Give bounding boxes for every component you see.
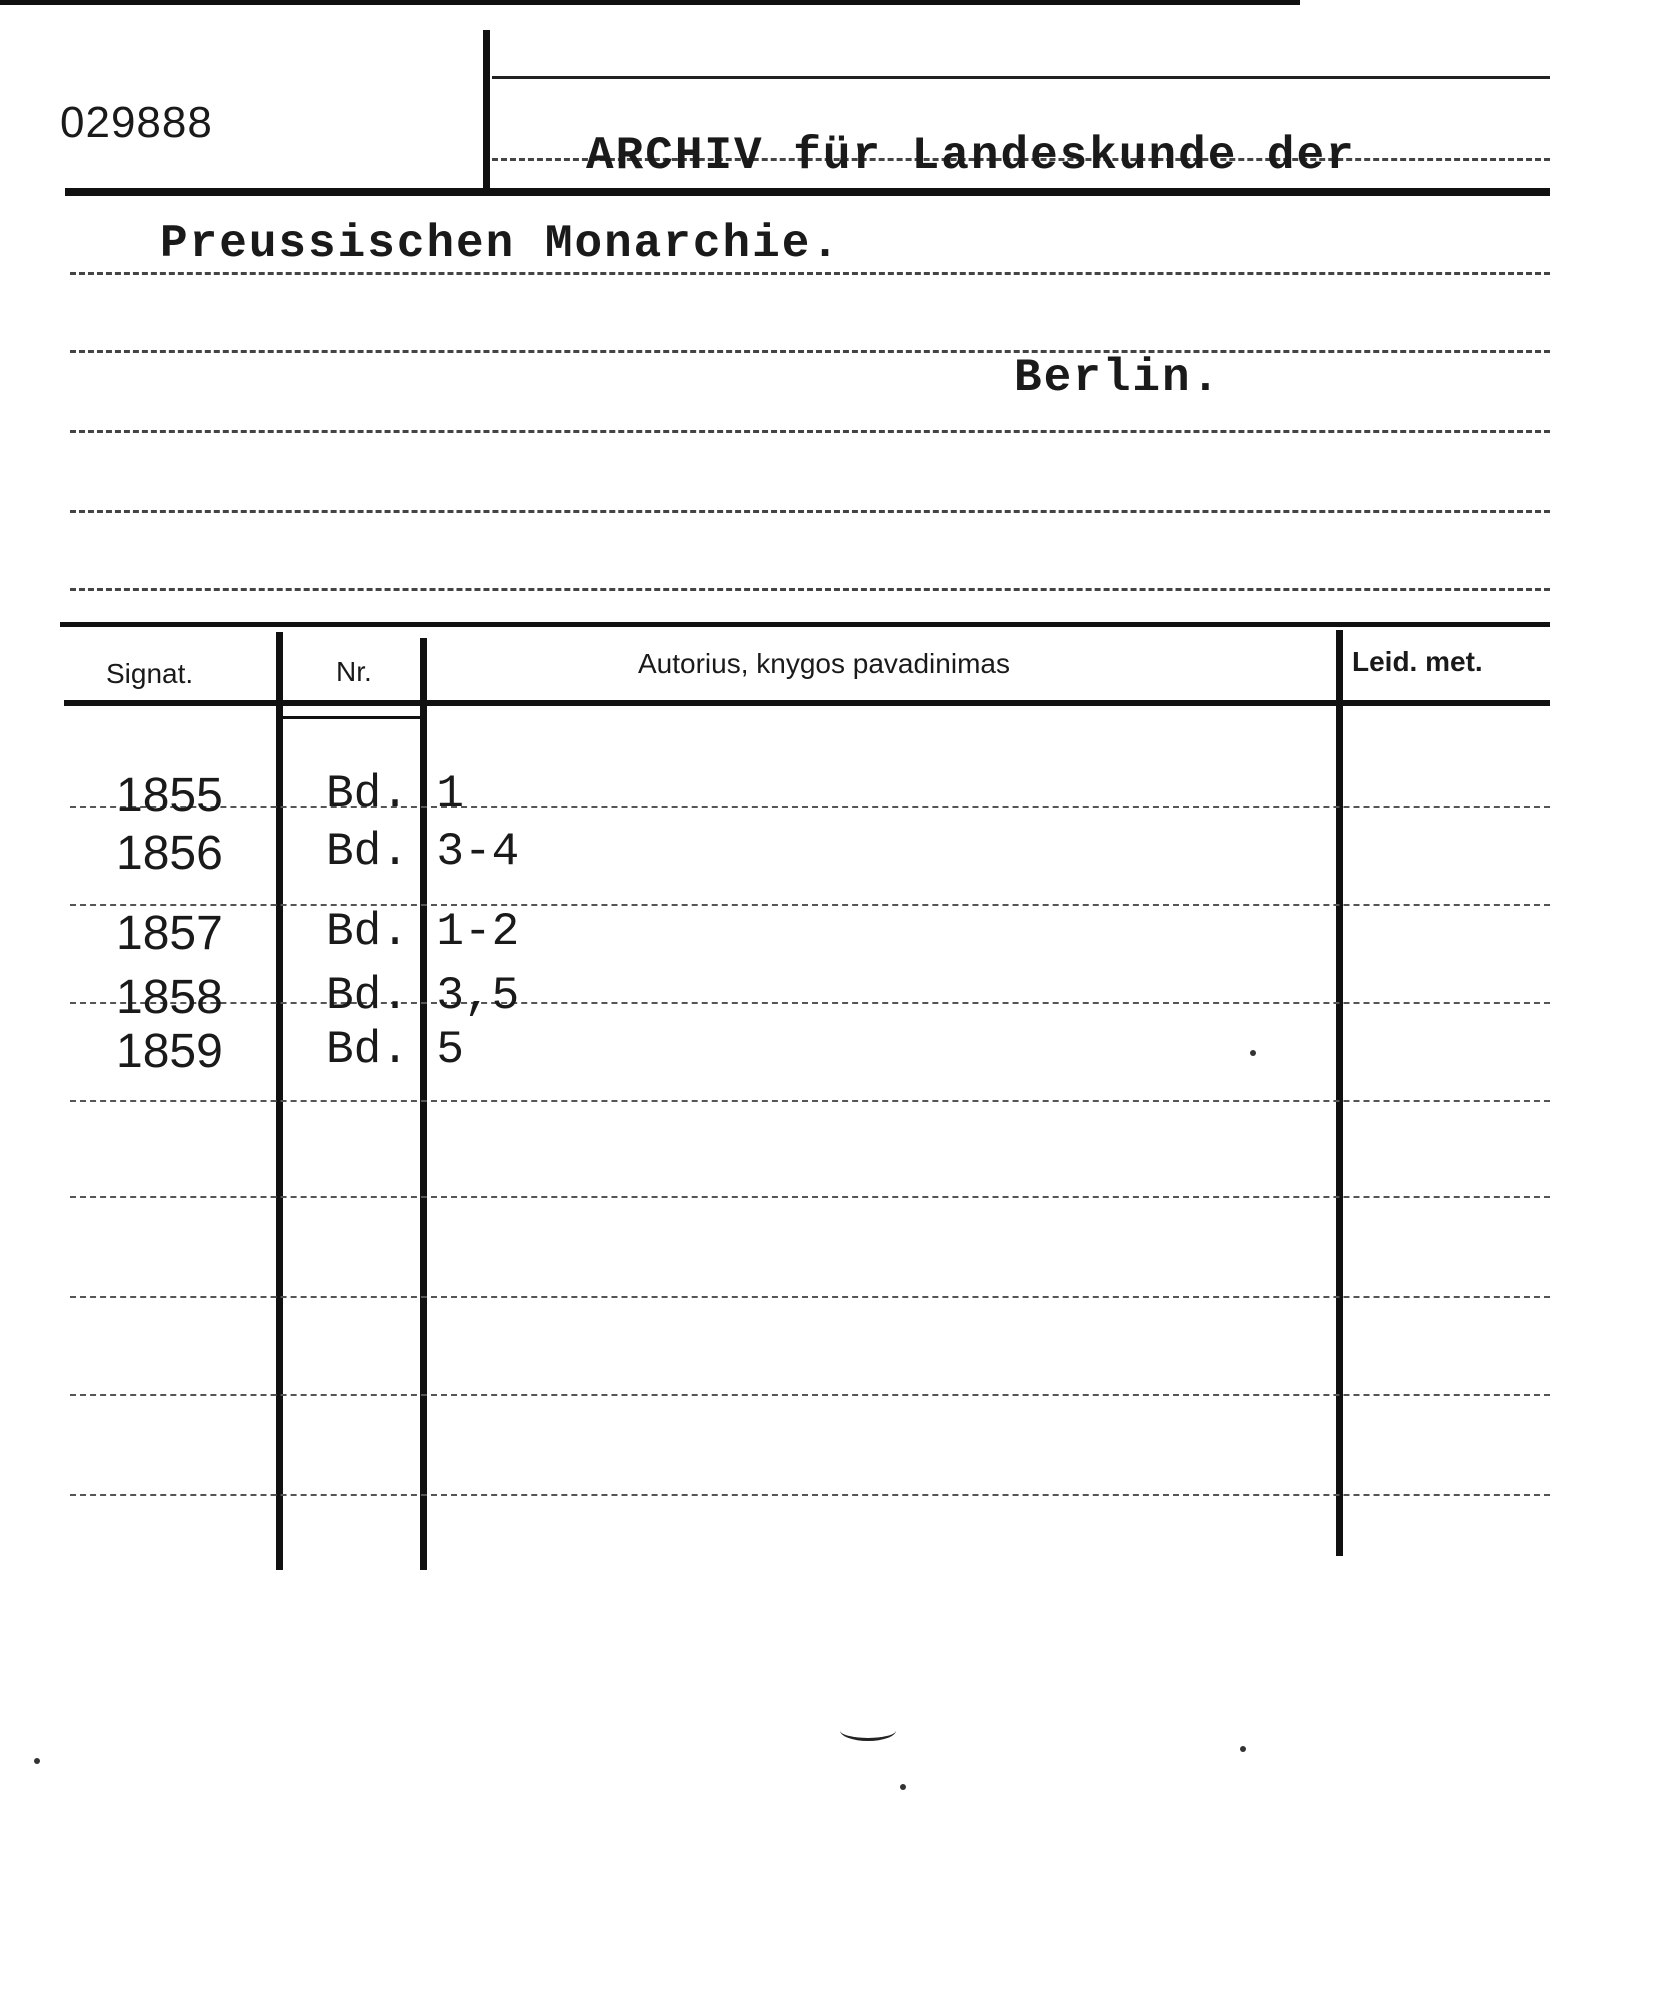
ruled-line xyxy=(70,510,1550,513)
table-top-rule xyxy=(60,622,1550,627)
ink-speck xyxy=(34,1758,40,1764)
row-volume: Bd. 3-4 xyxy=(326,826,520,878)
row-signature: 1856 xyxy=(116,827,223,880)
number-cell-top-rule xyxy=(282,716,422,719)
row-rule xyxy=(70,1394,1550,1396)
row-volume: Bd. 5 xyxy=(326,1024,465,1076)
row-rule xyxy=(70,1494,1550,1496)
title-top-rule xyxy=(492,76,1550,79)
ink-mark xyxy=(840,1720,896,1741)
row-volume: Bd. 3,5 xyxy=(326,970,520,1022)
catalog-number: 029888 xyxy=(60,98,213,147)
ruled-line xyxy=(70,430,1550,433)
ruled-line xyxy=(70,350,1550,353)
column-header-signature: Signat. xyxy=(106,658,194,689)
title-line-2: Preussischen Monarchie. xyxy=(160,218,841,270)
row-signature: 1857 xyxy=(116,907,223,960)
row-rule xyxy=(70,904,1550,906)
ink-speck xyxy=(1250,1050,1256,1056)
ink-speck xyxy=(1240,1746,1246,1752)
column-divider-3 xyxy=(1336,630,1343,1556)
row-signature: 1855 xyxy=(116,769,223,822)
row-signature: 1858 xyxy=(116,971,223,1024)
header-divider xyxy=(483,30,490,195)
row-rule xyxy=(70,1100,1550,1102)
header-underline xyxy=(64,700,1550,706)
row-rule xyxy=(70,1296,1550,1298)
row-volume: Bd. 1 xyxy=(326,768,465,820)
row-signature: 1859 xyxy=(116,1025,223,1078)
ink-speck xyxy=(900,1784,906,1790)
column-header-author-title: Autorius, knygos pavadinimas xyxy=(638,648,1010,679)
ruled-line xyxy=(70,588,1550,591)
row-rule xyxy=(70,1196,1550,1198)
column-header-number: Nr. xyxy=(336,656,372,687)
header-bottom-rule xyxy=(65,188,1550,196)
row-rule xyxy=(70,806,1550,808)
row-rule xyxy=(70,1002,1550,1004)
column-header-year: Leid. met. xyxy=(1352,646,1483,677)
row-volume: Bd. 1-2 xyxy=(326,906,520,958)
ruled-line xyxy=(70,272,1550,275)
place-of-publication: Berlin. xyxy=(1014,352,1222,404)
top-edge-rule xyxy=(0,0,1300,5)
title-line-1: ARCHIV für Landeskunde der xyxy=(586,130,1356,182)
